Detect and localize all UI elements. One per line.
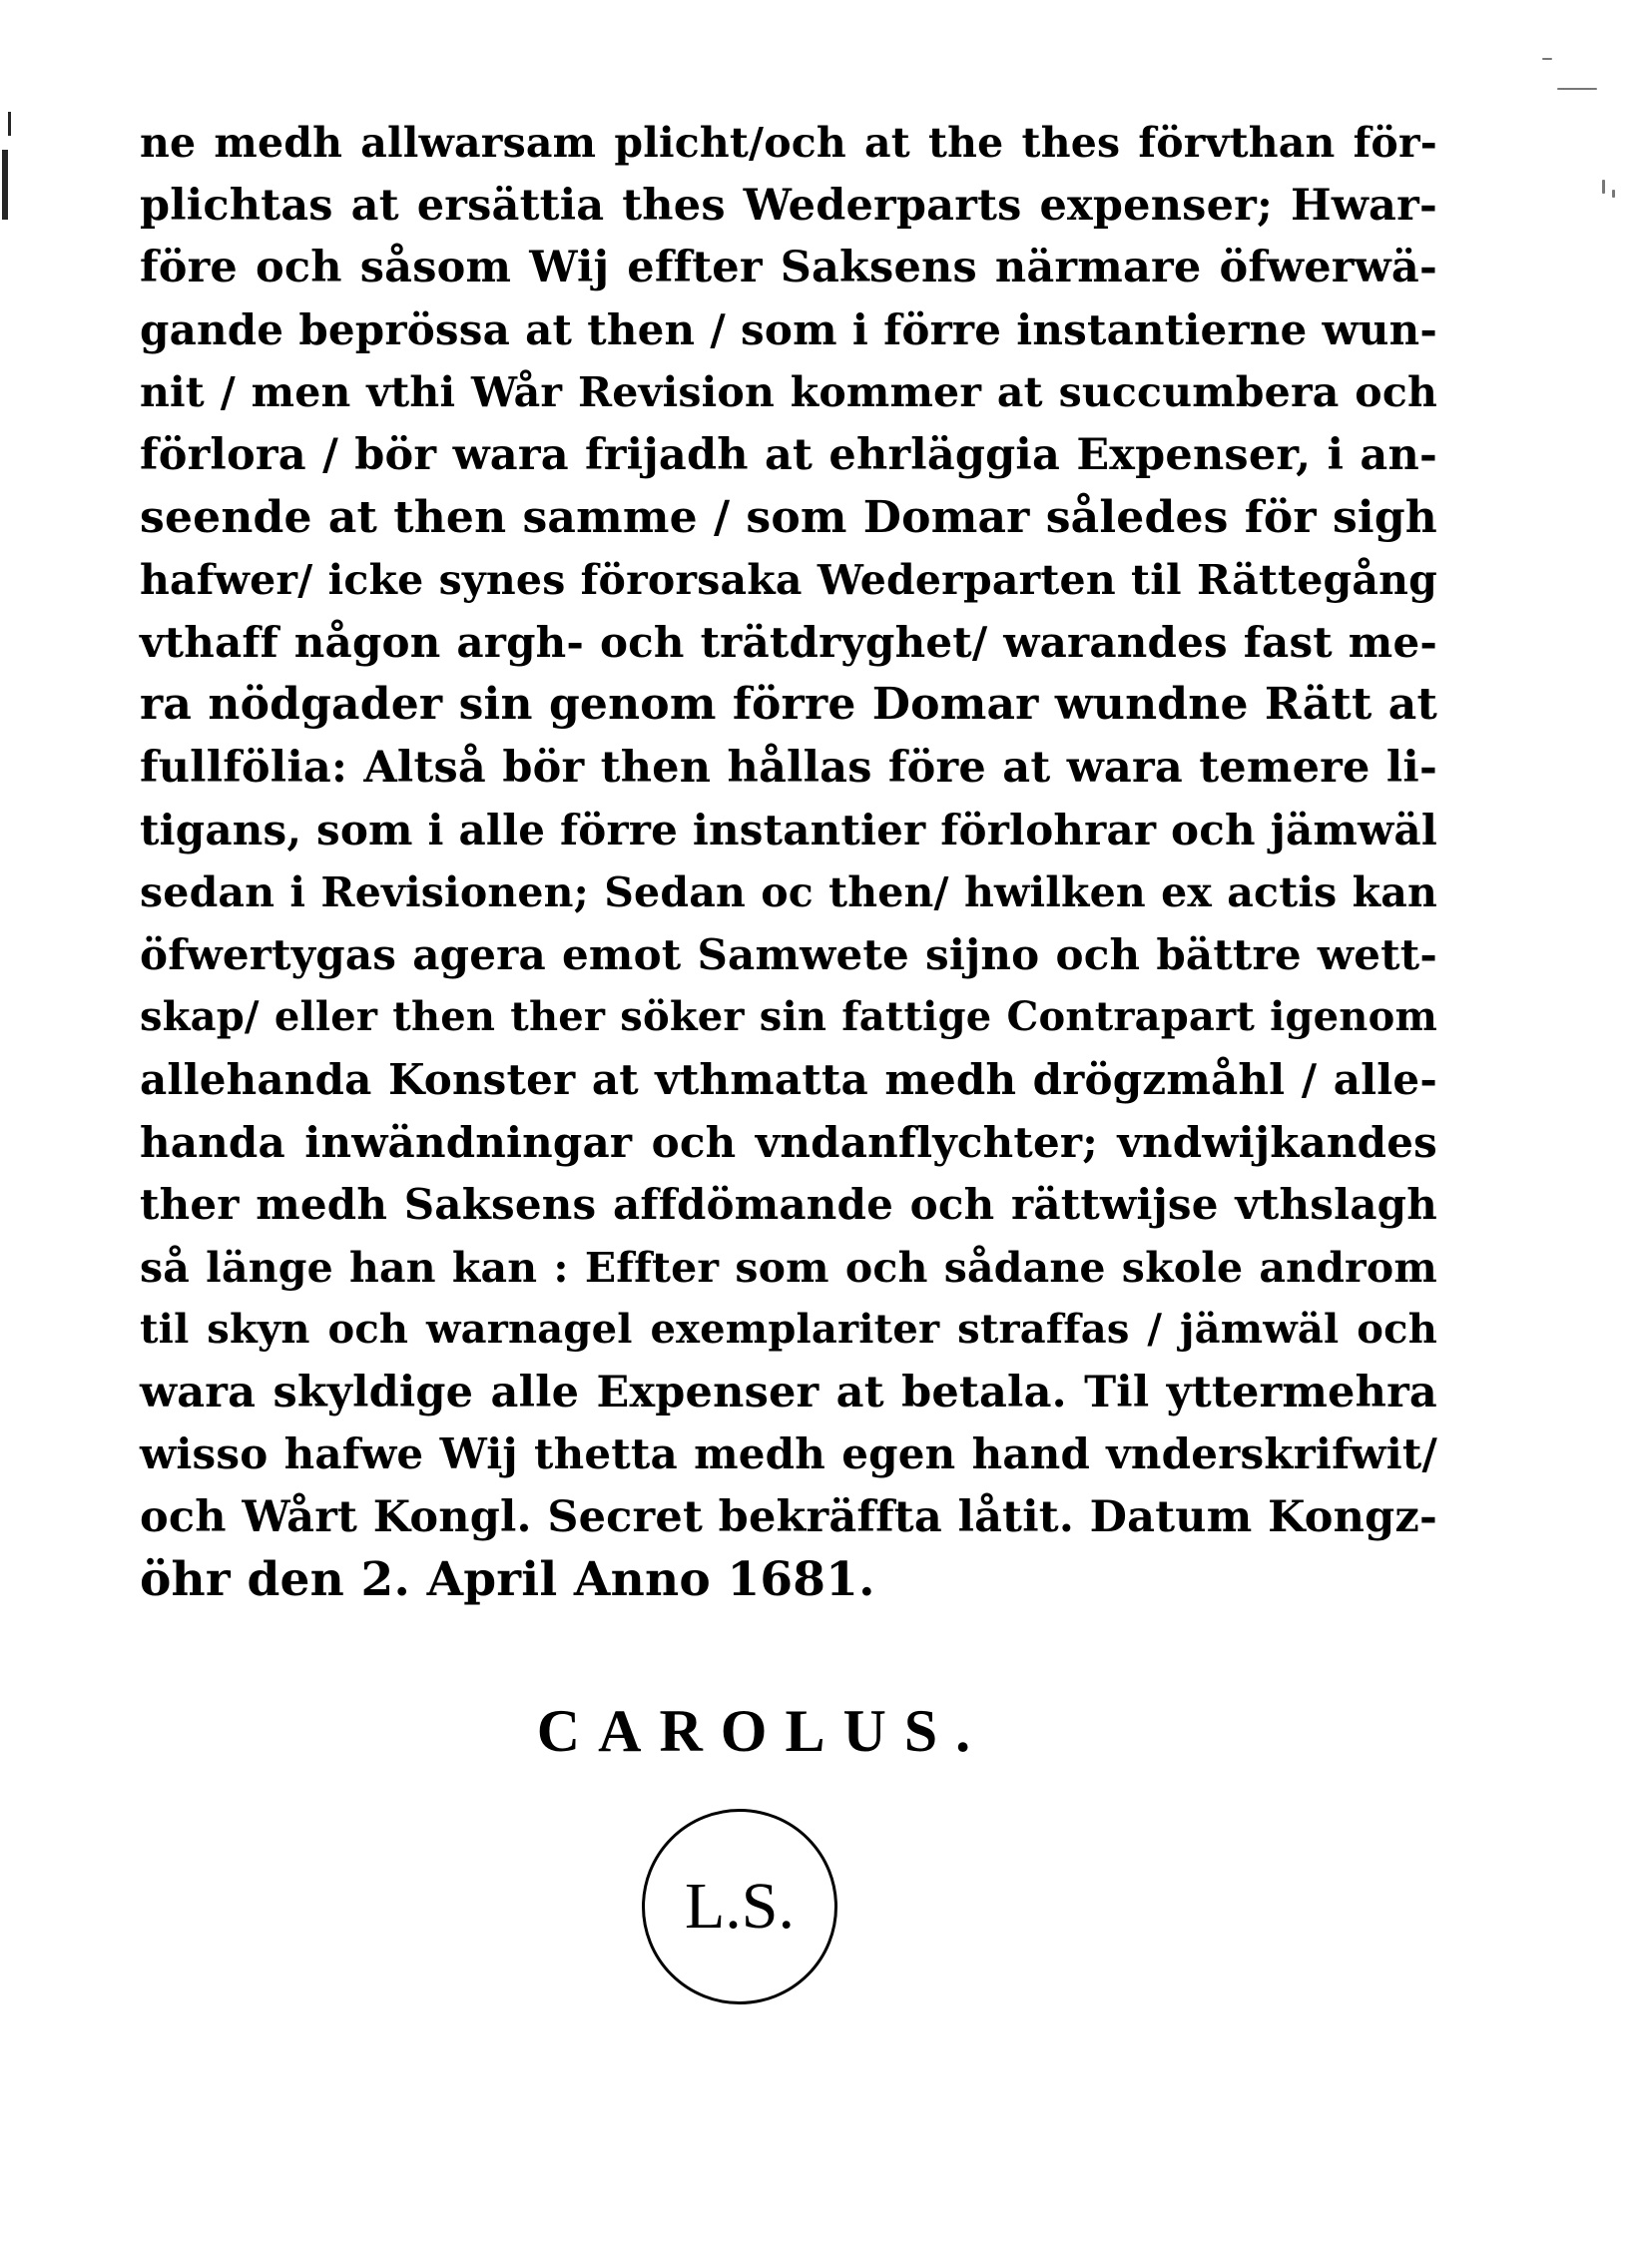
body-text	[140, 112, 1437, 1611]
text-line: gande beprössa at then / som i förre instantierne wun-	[140, 304, 1437, 354]
paper-speck	[1557, 88, 1597, 90]
text-line: öfwertygas agera emot Samwete sijno och bättre wett-	[140, 929, 1437, 979]
text-line: före och såsom Wij effter Saksens närmare öfwerwä-	[140, 243, 1437, 293]
text-line: seende at then samme / som Domar således för sigh	[140, 491, 1437, 543]
text-line: tigans, som i alle förre instantier förlohrar och jämwäl	[140, 805, 1437, 854]
text-line: fullfölia: Altså bör then hållas före at wara temere li-	[140, 742, 1437, 793]
signature	[0, 1697, 1645, 1766]
margin-mark	[2, 150, 8, 220]
paper-speck	[1612, 190, 1615, 198]
text-line: plichtas at ersättia thes Wederparts expenser; Hwar-	[140, 180, 1437, 231]
text-line: wara skyldige alle Expenser at betala. Til yttermehra	[140, 1367, 1437, 1418]
text-line: wisso hafwe Wij thetta medh egen hand vnderskrifwit/	[140, 1429, 1437, 1479]
text-line: hafwer/ icke synes förorsaka Wederparten til Rättegång	[140, 556, 1437, 605]
text-line: allehanda Konster at vthmatta medh drögzmåhl / alle-	[140, 1054, 1437, 1104]
paper-speck	[1542, 58, 1552, 60]
text-line: nit / men vthi Wår Revision kommer at succumbera och	[140, 368, 1437, 417]
text-line: ther medh Saksens affdömande och rättwijse vthslagh	[140, 1180, 1437, 1230]
margin-mark	[8, 112, 11, 136]
text-line: sedan i Revisionen; Sedan oc then/ hwilken ex actis kan	[140, 868, 1437, 917]
paper-speck	[1602, 180, 1605, 194]
text-line: vthaff någon argh- och trätdryghet/ warandes fast me-	[140, 617, 1437, 667]
text-line: handa inwändningar och vndanflychter; vndwijkandes	[140, 1117, 1437, 1167]
text-line: så länge han kan : Effter som och sådane skole androm	[140, 1243, 1437, 1292]
seal	[642, 1809, 837, 2004]
text-line: til skyn och warnagel exemplariter straffas / jämwäl och	[140, 1306, 1437, 1354]
text-line: och Wårt Kongl. Secret bekräffta låtit. Datum Kongz-	[140, 1492, 1437, 1543]
text-line: ra nödgader sin genom förre Domar wundne Rätt at	[140, 679, 1437, 731]
text-line: förlora / bör wara frijadh at ehrläggia Expenser, i an-	[140, 429, 1437, 480]
seal-text: L.S.	[684, 1870, 796, 1943]
text-line: ne medh allwarsam plicht/och at the thes förvthan för-	[140, 119, 1437, 167]
text-line: skap/ eller then ther söker sin fattige Contrapart igenom	[140, 993, 1437, 1041]
text-line: öhr den 2. April Anno 1681.	[140, 1551, 875, 1607]
signature-text: CAROLUS.	[536, 1698, 989, 1764]
